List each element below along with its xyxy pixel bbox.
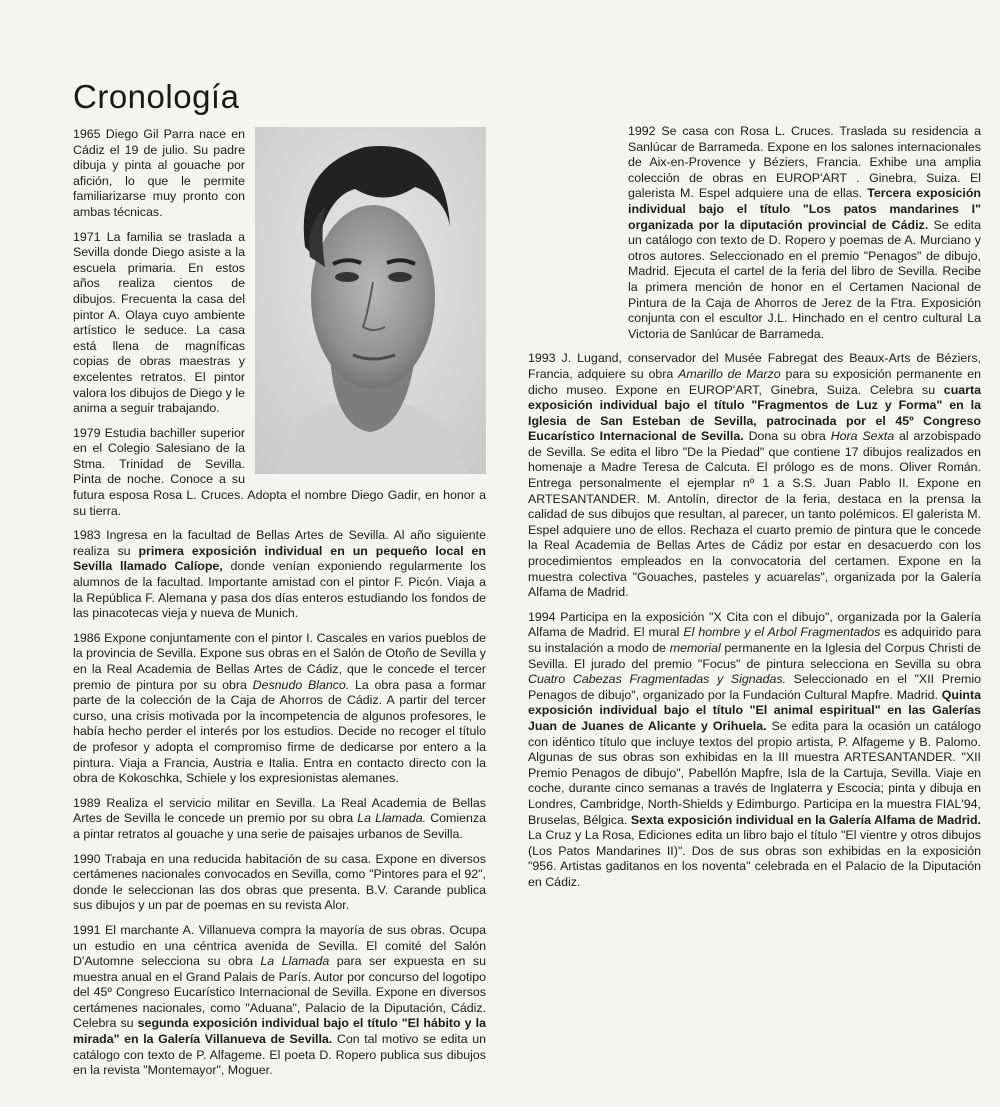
entry-1965: 1965 Diego Gil Parra nace en Cádiz el 19 de julio. Su padre dibuja y pinta al gouache por afición, lo que le permite familiarizarse muy pronto con ambas técnicas. [73,127,245,219]
entry-1989-text-c: Comienza a pintar retratos al gouache y una serie de paisajes urbanos de Sevilla. [73,811,486,841]
entry-1986 [73,631,486,787]
entry-1992 [628,124,981,342]
portrait-image [255,127,486,474]
entry-1994-highlight: Quinta exposición individual bajo el título "El animal espiritual" en las Galerías Juan de Juanes de Alicante y Orihuela. [528,687,981,733]
entry-1992-text-a: 1992 Se casa con Rosa L. Cruces. Traslada su residencia a Sanlúcar de Barrameda. Expone en los salones internacionales de Aix-en-Provence y Béziers, Francia. Exhibe una amplia colección de obras en EUROP'ART . Ginebra, Suiza. El galerista M. Espel adquiere una de ellas. [628,124,981,201]
entry-1994 [528,610,981,891]
entry-1994-artwork-title-2: Cuatro Cabezas Fragmentadas y Signadas. [528,672,786,687]
entry-1983-text-a: 1983 Ingresa en la facultad de Bellas Artes de Sevilla. Al año siguiente realiza su [73,528,486,558]
left-column [73,127,486,1088]
entry-1979: 1979 Estudia bachiller superior en el Colegio Salesiano de la Stma. Trinidad de Sevilla. Pinta de noche. Conoce a su futura esposa Rosa L. Cruces. Adopta el nombre Diego Gadir, en honor a su tierra. [73,425,486,518]
entry-1971: 1971 La familia se traslada a Sevilla donde Diego asiste a la escuela primaria. En estos años realiza cientos de dibujos. Frecuenta la casa del pintor A. Olaya cuyo ambiente artístico le seduce. La casa está llena de magníficas copias de obras maestras y excelentes retratos. El pintor valora los dibujos de Diego y le anima a seguir trabajando. [73,229,245,416]
entry-1994-highlight-2: Sexta exposición individual en la Galería Alfama de Madrid. [630,812,981,827]
entry-1994-text-g: Seleccionado en el "XII Premio Penagos de dibujo", organizado por la Fundación Cultural Mapfre. Madrid. [528,672,981,702]
entry-1983-highlight: primera exposición individual en un pequeño local en Sevilla llamado Calíope, [73,543,486,574]
entry-1991-text-e: Con tal motivo se edita un catálogo con texto de P. Alfageme. El poeta D. Ropero publica sus dibujos en la revista "Montemayor", Moguer. [73,1032,486,1078]
entry-1991-highlight: segunda exposición individual bajo el título "El hábito y la mirada" en la Galería Villanueva de Sevilla. [73,1016,486,1047]
entry-1993-highlight: cuarta exposición individual bajo el título "Fragmentos de Luz y Forma" en la Iglesia de San Esteban de Sevilla, patrocinada por el 45º Congreso Eucarístico Internacional de Sevilla. [528,382,981,444]
entry-1993 [528,351,981,601]
entry-1993-artwork-title: Amarillo de Marzo [678,366,781,381]
entry-1994-memorial: memorial [669,641,721,655]
entry-1994-text-i: Se edita para la ocasión un catálogo con idéntico título que incluye textos del propio artista, P. Alfageme y B. Palomo. Algunas de sus obras son exhibidas en la III muestra ARTESANTANDER. "XII Premio Penagos de dibujo", Pabellón Mapfre, Isla de la Cartuja, Sevilla. Viaje en coche, durante cinco semanas a través de Inglaterra y Escocia; pinta y dibuja en Londres, Cambridge, North-Shields y Edimburgo. Participa en la muestra FIAL'94, Bruselas, Bélgica. [528,718,981,827]
entry-1989-artwork-title: La Llamada. [357,811,427,826]
artist-portrait-photo [255,127,486,474]
entry-1986-artwork-title: Desnudo Blanco. [252,677,350,692]
page-title: Cronología [73,78,240,115]
right-column [528,124,981,900]
entry-1991-text-a: 1991 El marchante A. Villanueva compra la mayoría de sus obras. Ocupa un estudio en una céntrica avenida de Sevilla. El comité del Salón D'Automne selecciona su obra [73,922,486,969]
entry-1994-text-c: es adquirido para su instalación a modo de [528,625,981,655]
entry-1992-text-c: Se edita un catálogo con texto de D. Ropero y poemas de A. Murciano y otros autores. Seleccionado en el premio "Penagos" de dibujo, Madrid. Ejecuta el cartel de la feria del libro de Sevilla. Recibe la primera mención de honor en el Certamen Nacional de Pintura de la Caja de Ahorros de Jerez de la Ftra. Exposición conjunta con el escultor J.L. Hinchado en el centro cultural La Victoria de Sanlúcar de Barrameda. [628,217,981,341]
entry-1989 [73,796,486,843]
entry-1993-text-c: para su exposición permanente en dicho museo. Expone en EUROP'ART, Ginebra, Suiza. Celebra su [528,366,981,397]
entry-1990: 1990 Trabaja en una reducida habitación de su casa. Expone en diversos certámenes nacionales convocados en Sevilla, como "Pintores para el 92", donde le seleccionan las dos obras que presenta. B.V. Carande publica sus dibujos y un par de poemas en su revista Alor. [73,851,486,913]
entry-1994-text-k: La Cruz y La Rosa, Ediciones edita un libro bajo el título "El vientre y otros dibujos (Los Patos Mandarines II)". Dos de sus obras son exhibidas en la exposición "956. Artistas gaditanos en los noventa" celebrada en el Palacio de la Diputación en Cádiz. [528,828,981,889]
entry-1986-text-c: La obra pasa a formar parte de la colección de la Caja de Ahorros de Cádiz. A partir del tercer curso, una crisis motivada por la incompetencia de algunos profesores, le había hecho perder el interés por los estudios. Decide no recoger el título de profesor y adopta el compromiso firme de dedicarse por entero a la pintura. Viaja a Francia, Austria e Italia. Entra en contacto directo con la obra de Kokoschka, Schiele y los expresionistas alemanes. [73,677,486,786]
entry-1983 [73,528,486,622]
entry-1983-text-c: donde venían exponiendo regularmente los alumnos de la facultad. Importante amistad con el pintor F. Picón. Viaja a la República F. Alemana y pasa dos días enteros estudiando los fondos de las pinacotecas vieja y nueva de Munich. [73,559,486,621]
entry-1992-highlight: Tercera exposición individual bajo el título "Los patos mandarines I" organizada por la diputación provincial de Cádiz. [628,186,981,232]
entry-1994-text-a: 1994 Participa en la exposición "X Cita con el dibujo", organizada por la Galería Alfama de Madrid. El mural [528,609,981,640]
entry-1989-text-a: 1989 Realiza el servicio militar en Sevilla. La Real Academia de Bellas Artes de Sevilla le concede un premio por su obra [73,795,486,826]
entry-1991 [73,923,486,1079]
entry-1991-text-c: para ser expuesta en su muestra anual en el Grand Palais de París. Autor por concurso del logotipo del 45º Congreso Eucarístico Internacional de Sevilla. Expone en diversos certámenes nacionales, como "Aduana", Palacio de la Diputación, Cádiz. Celebra su [73,954,486,1031]
entry-1986-text-a: 1986 Expone conjuntamente con el pintor I. Cascales en varios pueblos de la provincia de Sevilla. Expone sus obras en el Salón de Otoño de Sevilla y en la Real Academia de Bellas Artes de Cádiz, que le concede el tercer premio de pintura por su obra [73,630,486,692]
entry-1994-text-e: permanente en la Iglesia del Corpus Christi de Sevilla. El jurado del premio "Focus" de pintura selecciona en Sevilla su obra [528,641,981,671]
entry-1993-artwork-title-2: Hora Sexta [830,429,895,444]
entry-1994-artwork-title: El hombre y el Arbol Fragmentados [683,625,881,640]
entry-1993-text-a: 1993 J. Lugand, conservador del Musée Fabregat des Beaux-Arts de Béziers, Francia, adquiere su obra [528,351,981,381]
entry-1993-text-g: al arzobispado de Sevilla. Se edita el libro "De la Piedad" que contiene 17 dibujos realizados en homenaje a Madre Teresa de Calcuta. El prólogo es de mons. Oliver Román. Entrega personalmente el ejemplar nº 1 a S.S. Juan Pablo II. Expone en ARTESANTANDER. M. Antolín, director de la feria, destaca en la prensa la calidad de sus dibujos que resultan, al parecer, un tanto polémicos. El galerista M. Espel adquiere uno de ellos. Rechaza el cuarto premio de pintura que le concede la Real Academia de Bellas Artes de Cádiz por estar en desacuerdo con los procedimientos empleados en la convocatoria del certamen. Expone en la muestra colectiva "Gouaches, pasteles y acuarelas", organizada por la Galería Alfama de Madrid. [528,429,981,600]
entry-1991-artwork-title: La Llamada [260,954,330,969]
entry-1993-text-e: Dona su obra [743,429,831,444]
